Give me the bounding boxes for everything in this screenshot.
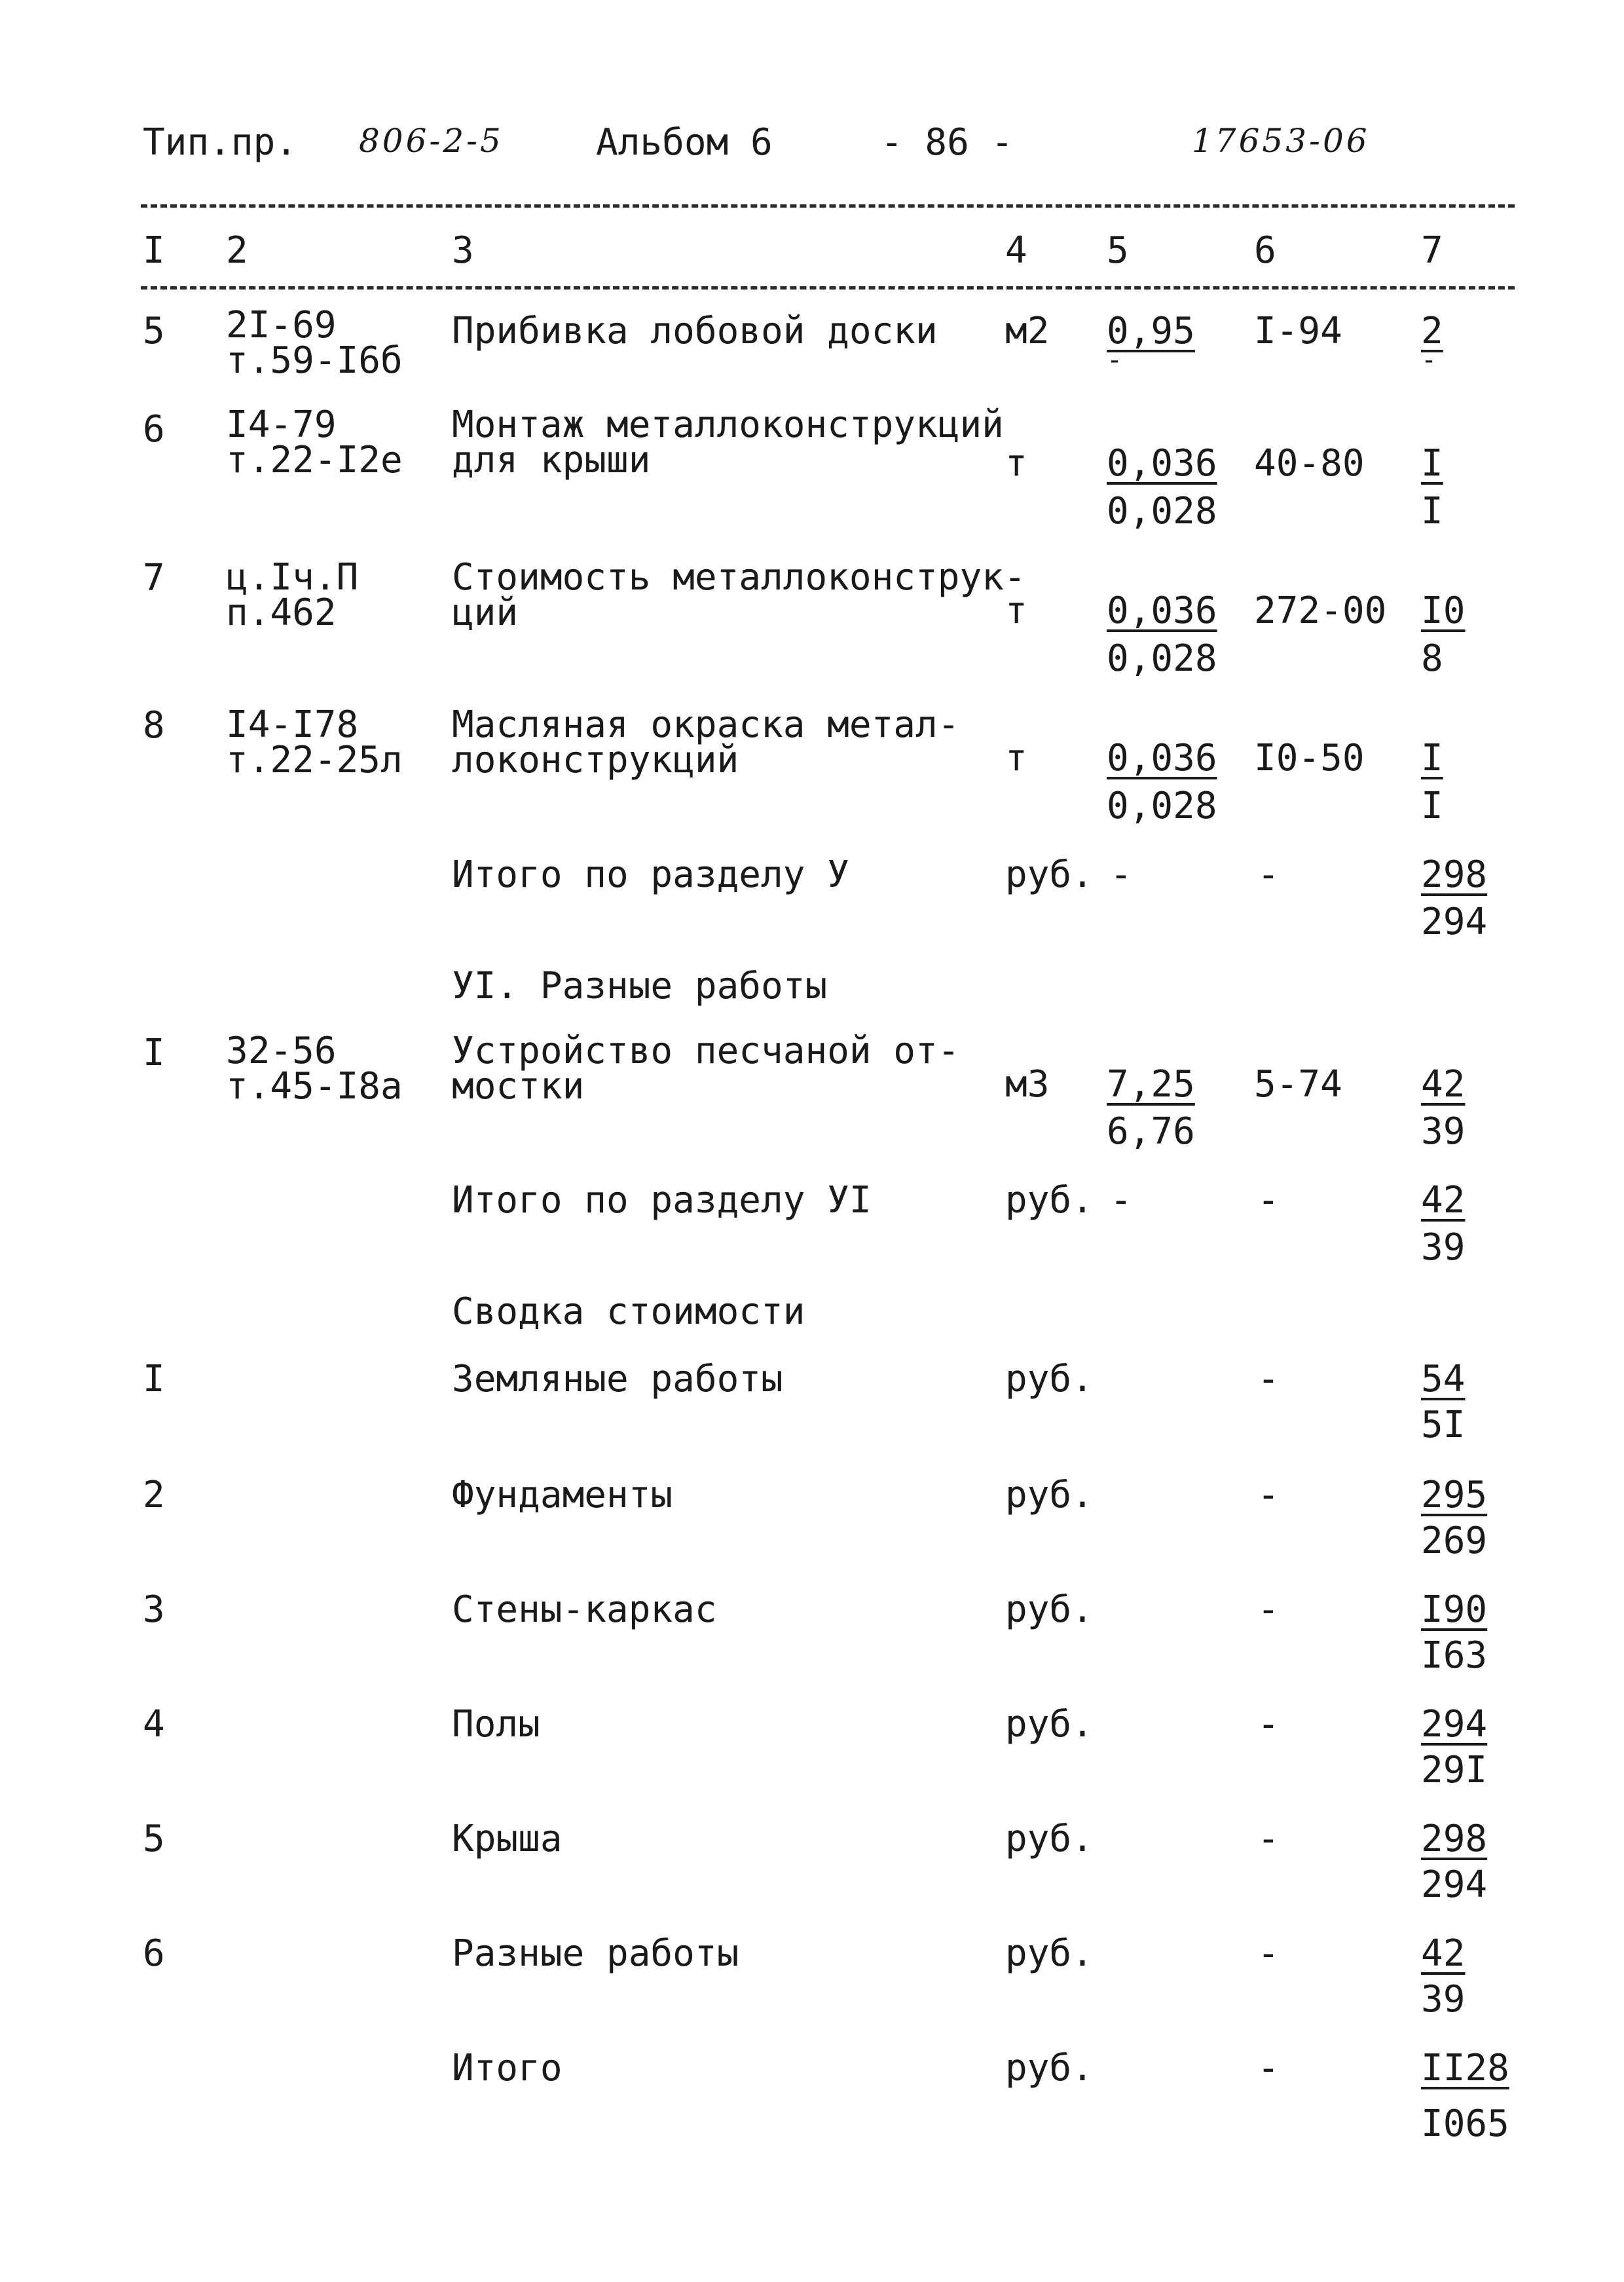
quantity-bottom: - <box>1107 345 1123 375</box>
norm-code-line-2: п.462 <box>226 591 337 634</box>
header-divider-bottom <box>141 286 1515 290</box>
unit: руб. <box>1005 1179 1094 1222</box>
norm-code <box>226 304 403 382</box>
total-cost-top: II28 <box>1421 2047 1509 2089</box>
summary-item-name: Стены-каркас <box>452 1588 717 1631</box>
summary-item-unit: руб. <box>1005 1588 1094 1631</box>
quantity-bottom: 0,028 <box>1107 637 1217 680</box>
quantity-top: 0,036 <box>1107 442 1217 485</box>
norm-code-line-1: I4-I78 <box>226 703 359 746</box>
summary-item-price: - <box>1257 1358 1280 1400</box>
summary-item-name: Крыша <box>452 1818 563 1860</box>
column-header-7: 7 <box>1421 229 1443 272</box>
total-cost-bottom: I065 <box>1421 2103 1509 2145</box>
cost-bottom: 294 <box>1421 901 1488 943</box>
summary-item-price: - <box>1257 1474 1280 1516</box>
summary-item-cost-top: I90 <box>1421 1588 1488 1631</box>
work-name <box>452 403 1004 481</box>
summary-item-cost-top: 54 <box>1421 1358 1466 1400</box>
summary-item-name: Разные работы <box>452 1932 739 1975</box>
work-name-line-1: Масляная окраска метал- <box>452 703 960 746</box>
unit-price: - <box>1257 1179 1280 1222</box>
doc-type: Тип.пр. <box>143 121 298 164</box>
total-unit: руб. <box>1005 2047 1094 2089</box>
subtotal-label: Итого по разделу У <box>452 853 849 896</box>
cost-top: 42 <box>1421 1179 1466 1222</box>
cost-top: 2 <box>1421 310 1443 352</box>
cost-top: 298 <box>1421 853 1488 896</box>
work-name-line-2: для крыши <box>452 439 651 481</box>
quantity-top: 0,95 <box>1107 310 1195 352</box>
unit: т <box>1005 589 1027 632</box>
summary-item-unit: руб. <box>1005 1358 1094 1400</box>
column-header-4: 4 <box>1005 229 1027 272</box>
unit: т <box>1005 737 1027 779</box>
column-header-6: 6 <box>1254 229 1276 272</box>
norm-code-line-2: т.22-25л <box>226 739 403 781</box>
header-divider-top <box>141 204 1515 208</box>
unit-price: 272-00 <box>1254 589 1387 632</box>
norm-code-line-2: т.59-I6б <box>226 339 403 382</box>
unit: м3 <box>1005 1063 1050 1106</box>
norm-code <box>226 1030 403 1108</box>
summary-item-number: I <box>143 1358 165 1400</box>
work-name-line-2: ций <box>452 591 519 634</box>
quantity-bottom: 0,028 <box>1107 490 1217 533</box>
norm-code <box>226 556 359 634</box>
cost-top: I0 <box>1421 589 1466 632</box>
norm-code <box>226 403 403 481</box>
summary-item-price: - <box>1257 1588 1280 1631</box>
section-title: УI. Разные работы <box>452 965 828 1007</box>
cost-bottom: - <box>1421 345 1437 375</box>
summary-item-cost-bottom: 294 <box>1421 1863 1488 1906</box>
work-name: Прибивка лобовой доски <box>452 310 938 352</box>
norm-code-line-1: I4-79 <box>226 403 337 446</box>
row-number: 5 <box>143 310 165 352</box>
summary-item-unit: руб. <box>1005 1818 1094 1860</box>
norm-code-line-2: т.22-I2е <box>226 439 403 481</box>
cost-bottom: 39 <box>1421 1110 1466 1153</box>
total-label: Итого <box>452 2047 563 2089</box>
summary-item-cost-bottom: I63 <box>1421 1634 1488 1677</box>
unit: м2 <box>1005 310 1050 352</box>
work-name-line-2: мостки <box>452 1065 585 1108</box>
cost-bottom: 8 <box>1421 637 1443 680</box>
summary-item-cost-top: 298 <box>1421 1818 1488 1860</box>
unit-price: - <box>1257 853 1280 896</box>
quantity-top: 7,25 <box>1107 1063 1195 1106</box>
album-label: Альбом 6 <box>596 121 773 164</box>
cost-top: I <box>1421 737 1443 779</box>
summary-item-cost-bottom: 269 <box>1421 1520 1488 1562</box>
total-price: - <box>1257 2047 1280 2089</box>
quantity-bottom: 0,028 <box>1107 785 1217 827</box>
norm-code-line-1: 32-56 <box>226 1030 337 1072</box>
summary-item-name: Земляные работы <box>452 1358 783 1400</box>
quantity: - <box>1110 1179 1132 1222</box>
cost-top: 42 <box>1421 1063 1466 1106</box>
summary-item-unit: руб. <box>1005 1703 1094 1746</box>
project-code: 806-2-5 <box>359 122 504 160</box>
page-number: - 86 - <box>881 121 1014 164</box>
norm-code-line-2: т.45-I8а <box>226 1065 403 1108</box>
quantity-bottom: 6,76 <box>1107 1110 1195 1153</box>
summary-item-price: - <box>1257 1703 1280 1746</box>
row-number: 8 <box>143 704 165 747</box>
norm-code-line-1: 2I-69 <box>226 304 337 346</box>
cost-top: I <box>1421 442 1443 485</box>
work-name-line-1: Устройство песчаной от- <box>452 1030 960 1072</box>
norm-code-line-1: ц.Iч.П <box>226 556 359 599</box>
row-number: 6 <box>143 408 165 451</box>
summary-item-unit: руб. <box>1005 1932 1094 1975</box>
summary-item-name: Фундаменты <box>452 1474 673 1516</box>
unit-price: 5-74 <box>1254 1063 1342 1106</box>
unit: т <box>1005 442 1027 485</box>
summary-item-price: - <box>1257 1818 1280 1860</box>
cost-bottom: 39 <box>1421 1226 1466 1269</box>
summary-item-number: 6 <box>143 1932 165 1975</box>
summary-item-cost-top: 294 <box>1421 1703 1488 1746</box>
summary-item-cost-top: 295 <box>1421 1474 1488 1516</box>
column-header-3: 3 <box>452 229 474 272</box>
summary-title: Сводка стоимости <box>452 1290 805 1333</box>
summary-item-cost-top: 42 <box>1421 1932 1466 1975</box>
cost-bottom: I <box>1421 785 1443 827</box>
summary-item-unit: руб. <box>1005 1474 1094 1516</box>
column-header-1: I <box>143 229 165 272</box>
column-header-2: 2 <box>226 229 248 272</box>
row-number: I <box>143 1032 165 1074</box>
work-name <box>452 556 1026 634</box>
work-name-line-1: Стоимость металлоконструк- <box>452 556 1026 599</box>
norm-code <box>226 703 403 781</box>
work-name <box>452 703 960 781</box>
cost-bottom: I <box>1421 490 1443 533</box>
summary-item-cost-bottom: 39 <box>1421 1978 1466 2021</box>
work-name-line-1: Монтаж металлоконструкций <box>452 403 1004 446</box>
summary-item-number: 3 <box>143 1588 165 1631</box>
summary-item-number: 5 <box>143 1818 165 1860</box>
row-number: 7 <box>143 557 165 599</box>
quantity: - <box>1110 853 1132 896</box>
unit-price: I-94 <box>1254 310 1342 352</box>
work-name-line-2: локонструкций <box>452 739 739 781</box>
summary-item-price: - <box>1257 1932 1280 1975</box>
unit-price: I0-50 <box>1254 737 1365 779</box>
quantity-top: 0,036 <box>1107 737 1217 779</box>
subtotal-label: Итого по разделу УI <box>452 1179 872 1222</box>
column-header-5: 5 <box>1107 229 1129 272</box>
inventory-number: 17653-06 <box>1192 122 1370 160</box>
work-name <box>452 1030 960 1108</box>
summary-item-number: 4 <box>143 1703 165 1746</box>
summary-item-name: Полы <box>452 1703 540 1746</box>
quantity-top: 0,036 <box>1107 589 1217 632</box>
unit: руб. <box>1005 853 1094 896</box>
summary-item-cost-bottom: 29I <box>1421 1749 1488 1791</box>
unit-price: 40-80 <box>1254 442 1365 485</box>
summary-item-number: 2 <box>143 1474 165 1516</box>
summary-item-cost-bottom: 5I <box>1421 1404 1466 1446</box>
